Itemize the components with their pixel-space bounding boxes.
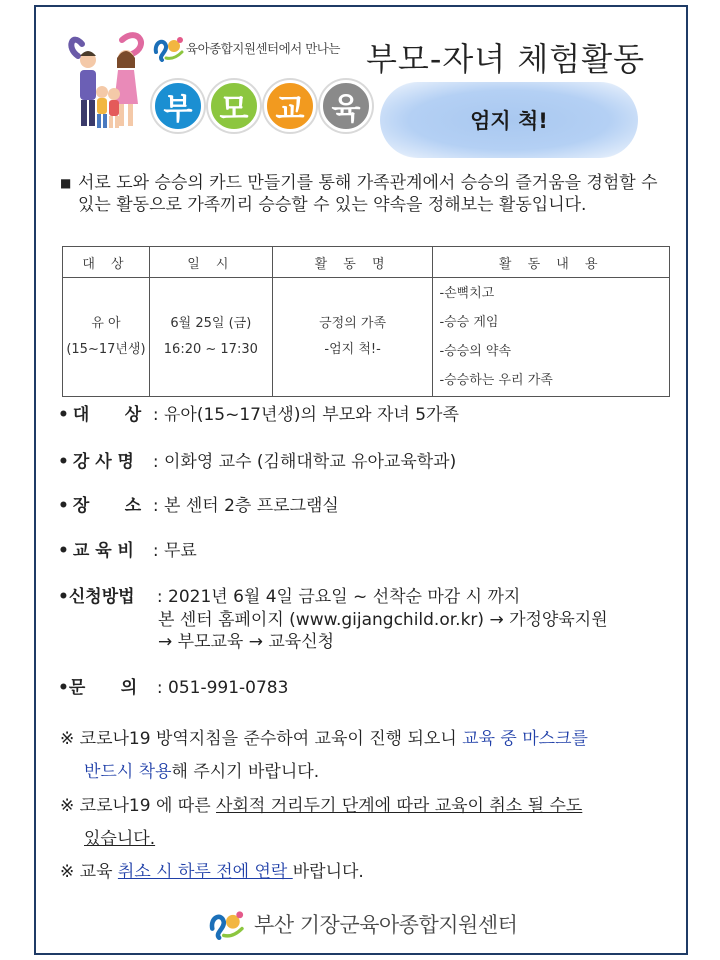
bullet-dot-icon: •	[58, 496, 69, 516]
footer	[204, 908, 517, 940]
title-badge-text: 엄지 척!	[470, 109, 548, 133]
detail-contact	[58, 673, 288, 698]
bullet-dot-icon: •	[58, 405, 69, 425]
notice-cancel-text: ※ 코로나19 에 따른	[60, 796, 217, 816]
detail-contact-value: : 051-991-0783	[156, 678, 289, 698]
detail-target	[58, 400, 459, 425]
activity-item: -손뼉치고	[439, 286, 495, 301]
detail-apply-label: 신청방법	[68, 587, 135, 607]
detail-target-label: 대 상	[72, 405, 142, 425]
time-text: 16:20 ~ 17:30	[163, 342, 258, 357]
table-row	[63, 278, 670, 397]
detail-apply-line-1: : 2021년 6월 4일 금요일 ~ 선착순 마감 시 까지	[156, 587, 521, 607]
detail-apply-line-2: 본 센터 홈페이지 (www.gijangchild.or.kr) → 가정양육지원	[158, 610, 608, 630]
intro-paragraph	[60, 172, 666, 216]
edu-char-4: 육	[320, 80, 372, 132]
header-activity-content: 활 동 내 용	[433, 247, 670, 278]
target-line-2: (15~17년생)	[66, 342, 146, 357]
detail-fee-label: 교 육 비	[72, 541, 134, 561]
activity-item: -승승하는 우리 가족	[439, 373, 553, 388]
detail-instructor	[58, 447, 456, 472]
table-header-row	[63, 247, 670, 278]
detail-place-value: : 본 센터 2층 프로그램실	[152, 496, 339, 516]
notice-mask-line-1	[60, 724, 588, 749]
notice-mask-highlight: 교육 중 마스크를	[462, 729, 588, 749]
date-text: 6월 25일 (금)	[170, 316, 252, 331]
bullet-dot-icon: •	[58, 541, 69, 561]
center-logo-icon	[152, 34, 184, 62]
notice-cancel-line-1	[60, 791, 582, 816]
detail-fee-value: : 무료	[152, 541, 197, 561]
detail-fee	[58, 536, 197, 561]
cell-datetime	[149, 278, 272, 397]
intro-text: 서로 도와 승승의 카드 만들기를 통해 가족관계에서 승승의 즐거움을 경험할 수 있는 활동으로 가족끼리 승승할 수 있는 약속을 정해보는 활동입니다.	[78, 173, 658, 215]
parent-education-logo	[152, 80, 372, 132]
detail-instructor-label: 강 사 명	[72, 452, 134, 472]
activity-item: -승승 게임	[439, 315, 499, 330]
footer-org-name: 부산 기장군육아종합지원센터	[254, 913, 518, 937]
target-line-1: 유 아	[91, 316, 121, 331]
notice-contact-highlight: 취소 시 하루 전에 연락	[117, 862, 293, 882]
bullet-dot-icon: •	[58, 678, 69, 698]
family-illustration	[68, 26, 148, 134]
bullet-square-icon: ■	[60, 176, 72, 190]
header-datetime: 일 시	[149, 247, 272, 278]
page-title: 부모-자녀 체험활동	[366, 40, 646, 78]
notice-cancel-line-2: 있습니다.	[84, 829, 156, 849]
center-logo-icon	[204, 908, 248, 940]
detail-contact-label: 문 의	[68, 678, 138, 698]
bullet-dot-icon: •	[58, 587, 69, 607]
detail-instructor-value: : 이화영 교수 (김해대학교 유아교육학과)	[152, 452, 457, 472]
activity-item: -승승의 약속	[439, 344, 512, 359]
notice-contact	[60, 857, 364, 882]
detail-apply	[58, 582, 520, 607]
edu-char-3: 교	[264, 80, 316, 132]
detail-target-value: : 유아(15~17년생)의 부모와 자녀 5가족	[152, 405, 459, 425]
detail-place	[58, 491, 339, 516]
bullet-dot-icon: •	[58, 452, 69, 472]
notice-contact-end: 바랍니다.	[292, 862, 364, 882]
edu-char-2: 모	[208, 80, 260, 132]
notice-mask-text: ※ 코로나19 방역지침을 준수하여 교육이 진행 되오니	[60, 729, 463, 749]
header-activity-name: 활 동 명	[272, 247, 433, 278]
header-target: 대 상	[63, 247, 150, 278]
activity-name-line-2: -엄지 척!-	[324, 342, 381, 357]
notice-mask-end: 해 주시기 바랍니다.	[171, 762, 320, 782]
title-badge	[380, 82, 638, 158]
detail-place-label: 장 소	[72, 496, 142, 516]
logo-caption: 육아종합지원센터에서 만나는	[186, 41, 340, 56]
activity-name-line-1: 긍정의 가족	[319, 316, 387, 331]
center-logo-line	[152, 34, 340, 62]
notice-cancel-underlined: 사회적 거리두기 단계에 따라 교육이 취소 될 수도	[216, 796, 583, 816]
cell-activities	[433, 278, 670, 397]
notice-mask-required: 반드시 착용	[84, 762, 172, 782]
notice-contact-text: ※ 교육	[60, 862, 118, 882]
edu-char-1: 부	[152, 80, 204, 132]
cell-activity-name	[272, 278, 433, 397]
detail-apply-line-3: → 부모교육 → 교육신청	[158, 632, 335, 652]
cell-target	[63, 278, 150, 397]
notice-mask-line-2	[84, 757, 319, 782]
program-table	[62, 246, 670, 397]
